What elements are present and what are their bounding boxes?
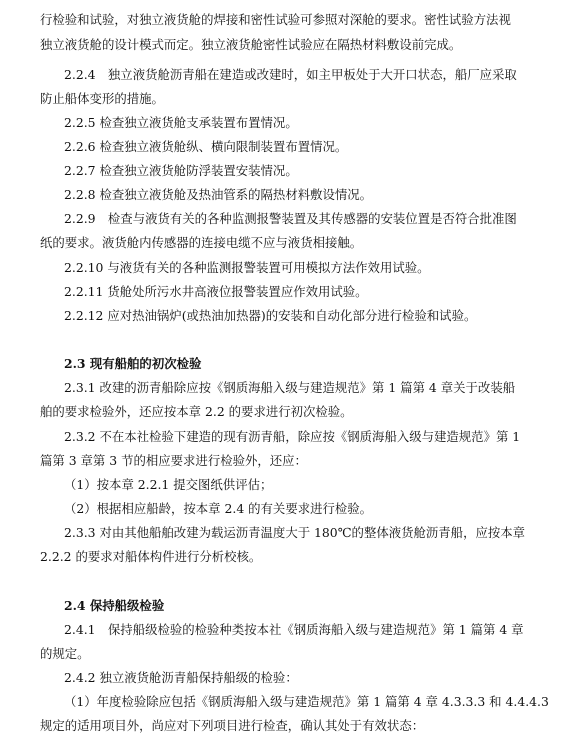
text-line: 舶的要求检验外，还应按本章 2.2 的要求进行初次检验。 <box>40 404 353 419</box>
text-line: 独立液货舱的设计模式而定。独立液货舱密性试验应在隔热材料敷设前完成。 <box>40 37 462 52</box>
text-line: 2.3.2 不在本社检验下建造的现有沥青船，除应按《钢质海船入级与建造规范》第 1 <box>64 429 521 444</box>
text-line: 2.4.1 保持船级检验的检验种类按本社《钢质海船入级与建造规范》第 1 篇第 4 章 <box>64 622 524 637</box>
section-heading: 2.3 现有船舶的初次检验 <box>64 356 202 371</box>
text-line: 2.2.2 的要求对船体构件进行分析校核。 <box>40 549 262 564</box>
text-line: 2.2.4 独立液货舱沥青船在建造或改建时，如主甲板处于大开口状态，船厂应采取 <box>64 67 517 82</box>
section-heading: 2.4 保持船级检验 <box>64 598 165 613</box>
text-line: 2.2.7 检查独立液货舱防浮装置安装情况。 <box>64 163 298 178</box>
text-line: 2.4.2 独立液货舱沥青船保持船级的检验： <box>64 670 298 685</box>
text-line: 2.2.6 检查独立液货舱纵、横向限制装置布置情况。 <box>64 139 348 154</box>
text-line: 篇第 3 章第 3 节的相应要求进行检验外，还应： <box>40 453 307 468</box>
text-line: 2.2.12 应对热油锅炉(或热油加热器)的安装和自动化部分进行检验和试验。 <box>64 308 477 323</box>
text-line: 防止船体变形的措施。 <box>40 91 164 106</box>
text-line: 2.2.10 与液货有关的各种监测报警装置可用模拟方法作效用试验。 <box>64 260 430 275</box>
text-line: 的规定。 <box>40 646 90 661</box>
text-line: 2.3.1 改建的沥青船除应按《钢质海船入级与建造规范》第 1 篇第 4 章关于改装船 <box>64 380 516 395</box>
text-line: 2.2.11 货舱处所污水井高液位报警装置应作效用试验。 <box>64 284 368 299</box>
text-line: 2.2.9 检查与液货有关的各种监测报警装置及其传感器的安装位置是否符合批准图 <box>64 211 517 226</box>
list-item: （2）根据相应船龄，按本章 2.4 的有关要求进行检验。 <box>64 501 373 516</box>
list-item: （1）按本章 2.2.1 提交图纸供评估； <box>64 477 273 492</box>
text-line: 纸的要求。液货舱内传感器的连接电缆不应与液货相接触。 <box>40 235 363 250</box>
text-line: 2.2.5 检查独立液货舱支承装置布置情况。 <box>64 115 298 130</box>
list-item: （1）年度检验除应包括《钢质海船入级与建造规范》第 1 篇第 4 章 4.3.3.3 和 4.4.4.3 <box>64 694 549 709</box>
text-line: 2.2.8 检查独立液货舱及热油管系的隔热材料敷设情况。 <box>64 187 373 202</box>
text-line: 规定的适用项目外，尚应对下列项目进行检查，确认其处于有效状态： <box>40 718 425 733</box>
text-line: 行检验和试验，对独立液货舱的焊接和密性试验可参照对深舱的要求。密性试验方法视 <box>40 12 511 27</box>
text-line: 2.3.3 对由其他船舶改建为载运沥青温度大于 180℃的整体液货舱沥青船，应按本章 <box>64 525 526 540</box>
